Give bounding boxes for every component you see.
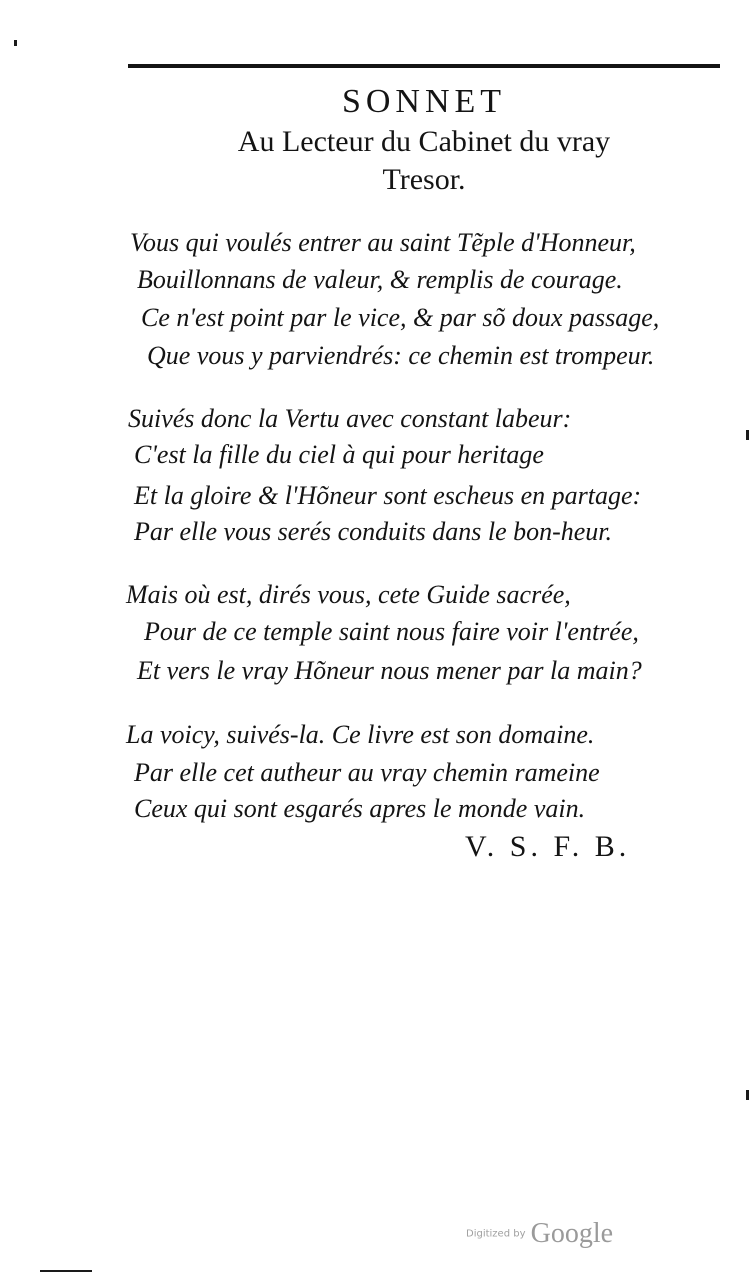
verse-line: Par elle cet autheur au vray chemin rameine xyxy=(134,758,600,787)
page-edge-mark xyxy=(746,430,749,440)
verse-line: Ceux qui sont esgarés apres le monde vain. xyxy=(134,794,586,823)
page-edge-mark xyxy=(14,40,17,46)
digitization-watermark xyxy=(466,1218,613,1250)
watermark-prefix: Digitized by xyxy=(466,1228,526,1240)
verse-line: C'est la fille du ciel à qui pour heritage xyxy=(134,440,544,469)
header-rule xyxy=(128,64,720,68)
scan-edge-line xyxy=(40,1270,92,1272)
verse-line: Suivés donc la Vertu avec constant labeur: xyxy=(128,404,572,433)
verse-line: Que vous y parviendrés: ce chemin est trompeur. xyxy=(147,341,655,370)
verse-line: Vous qui voulés entrer au saint Tẽple d'Honneur, xyxy=(130,228,636,257)
sonnet-title: SONNET xyxy=(341,83,507,120)
verse-line: Et vers le vray Hõneur nous mener par la main? xyxy=(137,656,642,685)
verse-line: Ce n'est point par le vice, & par sõ doux passage, xyxy=(141,303,660,332)
verse-line: Et la gloire & l'Hõneur sont escheus en partage: xyxy=(134,481,642,510)
author-initials: V. S. F. B. xyxy=(465,830,631,863)
google-logo: Google xyxy=(530,1218,614,1249)
sonnet-subtitle: Au Lecteur du Cabinet du vray xyxy=(237,125,611,158)
verse-line: Bouillonnans de valeur, & remplis de courage. xyxy=(137,265,623,294)
page-edge-mark xyxy=(746,1090,749,1100)
verse-line: Par elle vous serés conduits dans le bon-heur. xyxy=(134,517,613,546)
verse-line: Mais où est, dirés vous, cete Guide sacrée, xyxy=(126,580,571,609)
sonnet-subtitle-continued: Tresor. xyxy=(382,163,466,196)
verse-line: La voicy, suivés-la. Ce livre est son domaine. xyxy=(126,720,595,749)
verse-line: Pour de ce temple saint nous faire voir l'entrée, xyxy=(144,617,639,646)
